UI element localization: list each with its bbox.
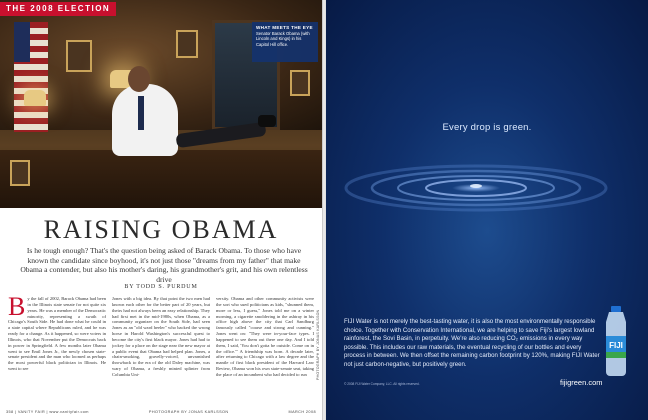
editorial-page [0, 0, 322, 420]
column-text: y the fall of 2002, Barack Obama had been in the Illinois state senate for not quite six years. He was a member of the Democratic minority, representing a swath of Chicago's South Side. He had done what he could in a state capital where Republicans ruled, and he was ready for a change. As it happened, so were voters in Illinois, who that November put the Democrats back in power in Springfield. A few months later Obama went to see Emil Jones Jr., the newly chosen state-senate president and the man who loomed as perhaps the most powerful black politician in Illinois. He went to see [8, 296, 106, 372]
subject-figure [112, 84, 178, 156]
fiji-bottle-image [594, 306, 638, 376]
article-body [8, 296, 314, 408]
ad-headline: Every drop is green. [442, 122, 532, 133]
ad-body-copy: FIJI Water is not merely the best-tasting water, it is also the most environmentally responsible choice. Together with Conservation International, we are helping to save Fiji's largest lowland rainforest, the Sovi Basin, in perpetuity. We're also reducing CO₂ emissions in every way possible. This includes our raw materials, the eventual recycling of our bottles and every process in between. We then offset the remaining carbon footprint by 120%, making FIJI Water not just carbon-negative, but positively green. [344, 318, 600, 368]
article-column-1 [8, 296, 106, 408]
page-folio [6, 407, 316, 417]
american-flag-image [14, 22, 48, 132]
photo-caption [252, 22, 318, 62]
advertisement-page [326, 0, 648, 420]
photo-credit-vertical: PHOTOGRAPH BY JONAS KARLSSON [316, 309, 320, 380]
article-headline: RAISING OBAMA [43, 215, 279, 244]
folio-center: PHOTOGRAPH BY JONAS KARLSSON [148, 410, 229, 414]
drop-cap: B [8, 296, 26, 321]
column-text: versity. Obama and other community activists were the sort who sued politicians as kids, "shunned them, more or less, I guess," Jones told me on a winter morning, a cigarette smoldering in the ashtray in his office high above the city that Carl Sandburg famously called "coarse and strong and cunning." Jones went on: "They were in-your-face types. I happened to see them out there one day. And I told them, I said, 'You don't gotta be outside. Come on in the office.'" A friendship was born. A decade later, after returning to Chicago with a law degree and the mantle of first black president of the Harvard Law Review, Obama won his own state-senate seat, taking the place of an incumbent who had decided to run [216, 296, 314, 377]
article-column-3 [216, 296, 314, 408]
caption-text: Senator Barack Obama (with Lincoln and Kings) in his Capitol Hill office. [256, 31, 310, 47]
folio-left: 358 | VANITY FAIR | www.vanityfair.com [6, 410, 89, 414]
ad-url: fijigreen.com [560, 378, 603, 387]
bottle-label: FIJI [609, 341, 623, 350]
folio-right: MARCH 2008 [288, 410, 316, 414]
article-column-2 [112, 296, 210, 408]
desk-image [0, 150, 322, 208]
article-dek: Is he tough enough? That's the question being asked of Barack Obama. To those who have known the candidate since boyhood, it's not just those "dreams from my father" that make Obama a contender, but also his mother's daring, his grandmother's grit, and his own relentless drive [20, 246, 308, 284]
caption-heading: WHAT MEETS THE EYE [256, 25, 313, 30]
article-byline: BY TODD S. PURDUM [124, 284, 198, 290]
section-tag: THE 2008 ELECTION [0, 2, 116, 16]
ad-legal-line: © 2008 FIJI Water Company, LLC. All rights reserved. [344, 382, 420, 386]
column-text: Jones with a big idea. By that point the two men had known each other for the better part of 20 years, but theirs had not always been an easy relationship. They had first met in the mid-1980s, when Obama, as a community organizer on the South Side, had seen Jones as an "old ward heeler" who backed the wrong horse in Harold Washington's successful quest to become the city's first black mayor. Jones had had to jockey for a place on the stage near the new mayor at a public event that Obama had helped plan. Jones, a chain-smoking, gravelly-voiced, unvarnished throwback to the era of the old Daley machine, was wary of Obama, a freshly minted splinter from Columbia Uni- [112, 296, 210, 377]
